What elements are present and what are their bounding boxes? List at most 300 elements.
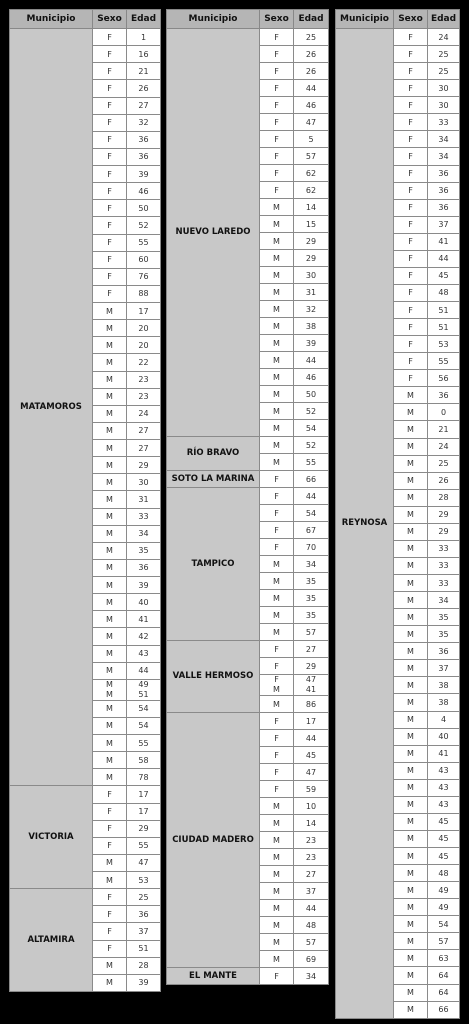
sexo-cell: M — [394, 557, 428, 574]
sexo-cell: M — [260, 951, 294, 968]
edad-cell: 49 51 — [127, 679, 161, 700]
sexo-cell: F — [93, 97, 127, 114]
edad-cell: 38 — [428, 677, 460, 694]
edad-cell: 29 — [428, 523, 460, 540]
sexo-cell: M — [260, 216, 294, 233]
table-left — [9, 9, 161, 992]
header-sexo: Sexo — [260, 10, 294, 29]
edad-cell: 39 — [294, 335, 329, 352]
sexo-cell: M — [93, 872, 127, 889]
sexo-cell: F — [260, 747, 294, 764]
sexo-cell: M — [93, 474, 127, 491]
sexo-cell: F — [93, 268, 127, 285]
edad-cell: 50 — [127, 200, 161, 217]
edad-cell: 43 — [428, 762, 460, 779]
sexo-cell: F — [260, 471, 294, 488]
edad-cell: 26 — [294, 46, 329, 63]
sexo-cell: M — [394, 489, 428, 506]
sexo-cell: F — [394, 63, 428, 80]
edad-cell: 45 — [294, 747, 329, 764]
sexo-cell: F — [394, 370, 428, 387]
edad-cell: 44 — [294, 488, 329, 505]
sexo-cell: M — [260, 284, 294, 301]
sexo-cell: F — [93, 923, 127, 940]
edad-cell: 54 — [127, 717, 161, 734]
sexo-cell: F — [260, 764, 294, 781]
edad-cell: 17 — [127, 803, 161, 820]
edad-cell: 25 — [127, 889, 161, 906]
sexo-cell: F — [93, 837, 127, 854]
sexo-cell: M — [260, 917, 294, 934]
sexo-cell: F — [260, 29, 294, 46]
edad-cell: 27 — [127, 422, 161, 439]
edad-cell: 33 — [428, 114, 460, 131]
sexo-cell: F — [93, 80, 127, 97]
sexo-cell: F — [260, 182, 294, 199]
sexo-cell: M — [394, 762, 428, 779]
edad-cell: 55 — [294, 454, 329, 471]
sexo-cell: F — [394, 199, 428, 216]
municipio-cell: ALTAMIRA — [10, 889, 93, 992]
edad-cell: 51 — [428, 302, 460, 319]
sexo-cell: F — [394, 233, 428, 250]
edad-cell: 36 — [428, 199, 460, 216]
municipio-cell: RÍO BRAVO — [167, 437, 260, 471]
sexo-cell: M — [260, 696, 294, 713]
edad-cell: 40 — [127, 594, 161, 611]
sexo-cell: M — [394, 575, 428, 592]
table-row — [167, 713, 329, 730]
edad-cell: 35 — [294, 573, 329, 590]
edad-cell: 27 — [127, 440, 161, 457]
sexo-cell: F — [260, 148, 294, 165]
edad-cell: 30 — [428, 80, 460, 97]
edad-cell: 26 — [294, 63, 329, 80]
edad-cell: 55 — [127, 735, 161, 752]
sexo-cell: F — [260, 488, 294, 505]
sexo-cell: M — [93, 405, 127, 422]
header-edad: Edad — [127, 10, 161, 29]
edad-cell: 53 — [127, 872, 161, 889]
sexo-cell: F — [93, 786, 127, 803]
edad-cell: 48 — [294, 917, 329, 934]
municipio-cell: MATAMOROS — [10, 29, 93, 786]
sexo-cell: M — [93, 662, 127, 679]
sexo-cell: F — [260, 114, 294, 131]
sexo-cell: M — [260, 301, 294, 318]
edad-cell: 1 — [127, 29, 161, 46]
edad-cell: 37 — [428, 216, 460, 233]
edad-cell: 66 — [428, 1001, 460, 1018]
sexo-cell: F — [93, 906, 127, 923]
edad-cell: 56 — [428, 370, 460, 387]
edad-cell: 78 — [127, 769, 161, 786]
sexo-cell: F — [93, 217, 127, 234]
edad-cell: 24 — [428, 29, 460, 46]
edad-cell: 17 — [127, 303, 161, 320]
edad-cell: 35 — [428, 626, 460, 643]
edad-cell: 31 — [294, 284, 329, 301]
edad-cell: 17 — [294, 713, 329, 730]
edad-cell: 55 — [428, 353, 460, 370]
sexo-cell: M — [260, 437, 294, 454]
sexo-cell: M — [260, 590, 294, 607]
edad-cell: 33 — [127, 508, 161, 525]
edad-cell: 57 — [294, 148, 329, 165]
edad-cell: 17 — [127, 786, 161, 803]
sexo-cell: M — [394, 609, 428, 626]
sexo-cell: M — [260, 624, 294, 641]
edad-cell: 46 — [127, 183, 161, 200]
sexo-cell: F — [394, 29, 428, 46]
sexo-cell: M — [260, 883, 294, 900]
edad-cell: 39 — [127, 577, 161, 594]
sexo-cell: M — [260, 335, 294, 352]
edad-cell: 23 — [294, 849, 329, 866]
table-row — [167, 641, 329, 658]
edad-cell: 46 — [294, 97, 329, 114]
municipio-cell: NUEVO LAREDO — [167, 29, 260, 437]
sexo-cell: M — [260, 934, 294, 951]
edad-cell: 26 — [428, 472, 460, 489]
edad-cell: 51 — [127, 940, 161, 957]
edad-cell: 36 — [428, 643, 460, 660]
header-edad: Edad — [428, 10, 460, 29]
sexo-cell: F — [93, 29, 127, 46]
municipio-cell: EL MANTE — [167, 968, 260, 985]
sexo-cell: F — [394, 267, 428, 284]
sexo-cell: M — [93, 628, 127, 645]
edad-cell: 64 — [428, 984, 460, 1001]
sexo-cell: F — [93, 131, 127, 148]
edad-cell: 70 — [294, 539, 329, 556]
sexo-cell: F — [260, 713, 294, 730]
municipio-cell: CIUDAD MADERO — [167, 713, 260, 968]
edad-cell: 36 — [428, 387, 460, 404]
sexo-cell: M — [93, 388, 127, 405]
header-municipio: Municipio — [167, 10, 260, 29]
edad-cell: 54 — [294, 420, 329, 437]
sexo-cell: M — [394, 404, 428, 421]
sexo-cell: F — [93, 63, 127, 80]
edad-cell: 37 — [294, 883, 329, 900]
edad-cell: 16 — [127, 46, 161, 63]
sexo-cell: M — [93, 320, 127, 337]
sexo-cell: M — [260, 250, 294, 267]
sexo-cell: F — [394, 80, 428, 97]
sexo-cell: F — [260, 505, 294, 522]
sexo-cell: M — [394, 421, 428, 438]
edad-cell: 23 — [127, 388, 161, 405]
sexo-cell: F — [93, 803, 127, 820]
sexo-cell: M — [260, 403, 294, 420]
edad-cell: 31 — [127, 491, 161, 508]
edad-cell: 58 — [127, 752, 161, 769]
sexo-cell: M — [93, 735, 127, 752]
sexo-cell: M — [394, 950, 428, 967]
edad-cell: 21 — [127, 63, 161, 80]
sexo-cell: M — [394, 882, 428, 899]
sexo-cell: F — [394, 148, 428, 165]
edad-cell: 41 — [127, 611, 161, 628]
edad-cell: 76 — [127, 268, 161, 285]
edad-cell: 41 — [428, 745, 460, 762]
sexo-cell: M — [394, 745, 428, 762]
table-row — [167, 29, 329, 46]
sexo-cell: M — [260, 832, 294, 849]
table-row — [167, 471, 329, 488]
sexo-cell: F — [394, 353, 428, 370]
edad-cell: 27 — [127, 97, 161, 114]
edad-cell: 33 — [428, 540, 460, 557]
edad-cell: 37 — [127, 923, 161, 940]
edad-cell: 38 — [428, 694, 460, 711]
edad-cell: 29 — [127, 457, 161, 474]
sexo-cell: M — [93, 594, 127, 611]
sexo-cell: M — [93, 440, 127, 457]
sexo-cell: F M — [260, 675, 294, 696]
edad-cell: 35 — [127, 542, 161, 559]
edad-cell: 48 — [428, 284, 460, 301]
sexo-cell: M — [260, 420, 294, 437]
edad-cell: 36 — [127, 906, 161, 923]
sexo-cell: M — [93, 717, 127, 734]
table-row — [10, 786, 161, 803]
sexo-cell: M — [394, 830, 428, 847]
municipio-cell: TAMPICO — [167, 488, 260, 641]
sexo-cell: F — [260, 80, 294, 97]
edad-cell: 57 — [294, 934, 329, 951]
edad-cell: 27 — [294, 641, 329, 658]
edad-cell: 44 — [294, 900, 329, 917]
sexo-cell: M — [260, 267, 294, 284]
edad-cell: 29 — [294, 658, 329, 675]
sexo-cell: F — [93, 234, 127, 251]
sexo-cell: F — [260, 539, 294, 556]
sexo-cell: M — [93, 559, 127, 576]
sexo-cell: F — [394, 97, 428, 114]
sexo-cell: M — [394, 848, 428, 865]
edad-cell: 34 — [294, 556, 329, 573]
municipio-cell: SOTO LA MARINA — [167, 471, 260, 488]
edad-cell: 44 — [294, 730, 329, 747]
edad-cell: 62 — [294, 182, 329, 199]
sexo-cell: M — [93, 752, 127, 769]
edad-cell: 88 — [127, 285, 161, 302]
sexo-cell: M — [93, 457, 127, 474]
edad-cell: 86 — [294, 696, 329, 713]
header-row — [10, 10, 161, 29]
municipio-cell: REYNOSA — [336, 29, 394, 1019]
sexo-cell: M — [394, 694, 428, 711]
sexo-cell: M — [394, 813, 428, 830]
edad-cell: 50 — [294, 386, 329, 403]
sexo-cell: M — [260, 900, 294, 917]
sexo-cell: F — [394, 46, 428, 63]
sexo-cell: M — [93, 508, 127, 525]
edad-cell: 25 — [294, 29, 329, 46]
sexo-cell: F — [260, 658, 294, 675]
sexo-cell: M — [394, 728, 428, 745]
edad-cell: 29 — [294, 250, 329, 267]
sexo-cell: M — [93, 645, 127, 662]
sexo-cell: F — [260, 63, 294, 80]
edad-cell: 64 — [428, 967, 460, 984]
sexo-cell: M — [93, 422, 127, 439]
sexo-cell: M — [93, 303, 127, 320]
sexo-cell: M — [93, 854, 127, 871]
edad-cell: 22 — [127, 354, 161, 371]
sexo-cell: M — [394, 1001, 428, 1018]
sexo-cell: M — [93, 371, 127, 388]
edad-cell: 34 — [127, 525, 161, 542]
sexo-cell: F — [394, 302, 428, 319]
edad-cell: 44 — [294, 80, 329, 97]
edad-cell: 45 — [428, 813, 460, 830]
municipio-cell: VICTORIA — [10, 786, 93, 889]
sexo-cell: M — [394, 933, 428, 950]
sexo-cell: F — [394, 284, 428, 301]
sexo-cell: F — [93, 114, 127, 131]
edad-cell: 20 — [127, 320, 161, 337]
edad-cell: 52 — [294, 403, 329, 420]
sexo-cell: M — [93, 957, 127, 974]
edad-cell: 34 — [428, 131, 460, 148]
edad-cell: 62 — [294, 165, 329, 182]
edad-cell: 45 — [428, 267, 460, 284]
sexo-cell: F — [394, 165, 428, 182]
table-right — [335, 9, 460, 1019]
sexo-cell: F — [260, 641, 294, 658]
edad-cell: 34 — [428, 148, 460, 165]
header-sexo: Sexo — [394, 10, 428, 29]
sexo-cell: M — [93, 337, 127, 354]
edad-cell: 57 — [428, 933, 460, 950]
sexo-cell: M — [394, 677, 428, 694]
sexo-cell: M — [394, 540, 428, 557]
sexo-cell: F — [394, 336, 428, 353]
sexo-cell: F — [394, 182, 428, 199]
edad-cell: 30 — [127, 474, 161, 491]
sexo-cell: M — [93, 769, 127, 786]
edad-cell: 67 — [294, 522, 329, 539]
edad-cell: 59 — [294, 781, 329, 798]
edad-cell: 43 — [127, 645, 161, 662]
edad-cell: 30 — [428, 97, 460, 114]
table-row — [10, 889, 161, 906]
sexo-cell: F — [93, 166, 127, 183]
edad-cell: 53 — [428, 336, 460, 353]
edad-cell: 47 41 — [294, 675, 329, 696]
edad-cell: 36 — [127, 131, 161, 148]
edad-cell: 44 — [127, 662, 161, 679]
sexo-cell: M — [394, 387, 428, 404]
table-row — [167, 968, 329, 985]
sexo-cell: F — [93, 251, 127, 268]
edad-cell: 55 — [127, 234, 161, 251]
table-row — [167, 488, 329, 505]
sexo-cell: F — [260, 968, 294, 985]
sexo-cell: F — [93, 183, 127, 200]
edad-cell: 32 — [127, 114, 161, 131]
edad-cell: 10 — [294, 798, 329, 815]
edad-cell: 25 — [428, 455, 460, 472]
header-row — [336, 10, 460, 29]
edad-cell: 36 — [428, 182, 460, 199]
edad-cell: 35 — [294, 590, 329, 607]
edad-cell: 4 — [428, 711, 460, 728]
edad-cell: 14 — [294, 815, 329, 832]
header-municipio: Municipio — [336, 10, 394, 29]
sexo-cell: M — [93, 700, 127, 717]
sexo-cell: M — [93, 577, 127, 594]
sexo-cell: F — [93, 46, 127, 63]
sexo-cell: F — [93, 285, 127, 302]
edad-cell: 33 — [428, 575, 460, 592]
edad-cell: 5 — [294, 131, 329, 148]
edad-cell: 37 — [428, 660, 460, 677]
sexo-cell: M — [260, 233, 294, 250]
sexo-cell: F — [394, 250, 428, 267]
edad-cell: 48 — [428, 865, 460, 882]
edad-cell: 21 — [428, 421, 460, 438]
sexo-cell: M — [260, 798, 294, 815]
edad-cell: 43 — [428, 796, 460, 813]
edad-cell: 45 — [428, 830, 460, 847]
table-middle — [166, 9, 329, 985]
edad-cell: 35 — [428, 609, 460, 626]
edad-cell: 14 — [294, 199, 329, 216]
header-row — [167, 10, 329, 29]
sexo-cell: F — [260, 131, 294, 148]
sexo-cell: F — [260, 522, 294, 539]
edad-cell: 49 — [428, 899, 460, 916]
edad-cell: 54 — [294, 505, 329, 522]
sexo-cell: M — [394, 643, 428, 660]
edad-cell: 28 — [127, 957, 161, 974]
edad-cell: 34 — [428, 592, 460, 609]
table-row — [167, 437, 329, 454]
municipio-cell: VALLE HERMOSO — [167, 641, 260, 713]
edad-cell: 60 — [127, 251, 161, 268]
sexo-cell: M — [260, 454, 294, 471]
edad-cell: 42 — [127, 628, 161, 645]
sexo-cell: M — [394, 899, 428, 916]
sexo-cell: F — [93, 889, 127, 906]
edad-cell: 23 — [127, 371, 161, 388]
edad-cell: 36 — [127, 559, 161, 576]
sexo-cell: M — [93, 611, 127, 628]
edad-cell: 36 — [127, 148, 161, 165]
edad-cell: 47 — [294, 114, 329, 131]
sexo-cell: M — [93, 491, 127, 508]
edad-cell: 27 — [294, 866, 329, 883]
sexo-cell: M — [394, 455, 428, 472]
edad-cell: 29 — [294, 233, 329, 250]
sexo-cell: M — [260, 849, 294, 866]
sexo-cell: M — [260, 573, 294, 590]
sexo-cell: F — [93, 940, 127, 957]
sexo-cell: M — [394, 711, 428, 728]
edad-cell: 32 — [294, 301, 329, 318]
edad-cell: 20 — [127, 337, 161, 354]
sexo-cell: M — [93, 354, 127, 371]
edad-cell: 52 — [294, 437, 329, 454]
sexo-cell: M — [394, 984, 428, 1001]
header-sexo: Sexo — [93, 10, 127, 29]
sexo-cell: M — [394, 438, 428, 455]
sexo-cell: M — [394, 865, 428, 882]
